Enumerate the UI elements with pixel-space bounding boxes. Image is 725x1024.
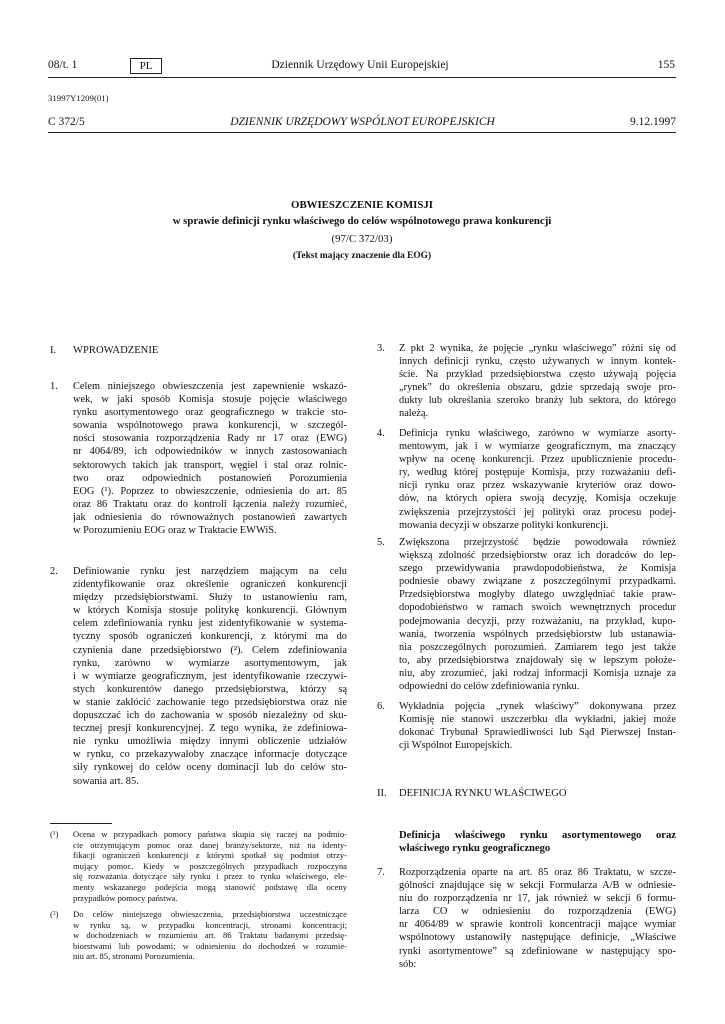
footnote-1 bbox=[73, 829, 347, 903]
paragraph-line: wania, tworzenia wspólnych przedsiębiorstw lub ustanawia- bbox=[399, 628, 676, 640]
language-badge: PL bbox=[130, 58, 162, 74]
paragraph-line: wspólnotowy ustanowiły następujące definicje, „Właściwe bbox=[399, 932, 676, 944]
footnote-line: się rozważania dotyczące siły rynku i przez to rynku właściwego, ele- bbox=[73, 871, 347, 882]
paragraph-line: nicji rynku oraz przez wskazywanie kryteriów oraz dowo- bbox=[399, 480, 676, 492]
paragraph-line: dopodobieństwo w ramach swoich wewnętrznych procedur bbox=[399, 602, 676, 614]
publication-date: 9.12.1997 bbox=[630, 116, 676, 128]
paragraph-line: niu do rozporządzenia nr 17, jak również w sekcji 6 formu- bbox=[399, 893, 676, 905]
paragraph-line: odpowiedni do celów zdefiniowania rynku. bbox=[399, 681, 580, 693]
paragraph-7 bbox=[399, 866, 676, 971]
footnote-line: w dochodzeniach w rozumieniu art. 86 Traktatu badanymi przedsię- bbox=[73, 930, 347, 941]
paragraph-1 bbox=[73, 380, 347, 537]
paragraph-line: w stanie zakłócić zachowanie tego przedsiębiorstwa oraz nie bbox=[73, 696, 347, 708]
paragraph-line: Rozporządzenia oparte na art. 85 oraz 86 Traktatu, w szcze- bbox=[399, 867, 676, 878]
footnote-line: menty wskazanego podejścia mogą stanowić podstawę dla oceny bbox=[73, 881, 347, 892]
paragraph-line: two oraz odpowiednich postanowień Porozumienia bbox=[73, 472, 347, 484]
paragraph-line: gólności znajdujące się w sekcji Formularza A/B w odniesie- bbox=[399, 880, 676, 892]
footnote-line: mujący pomoc. Kiedy w poszczególnych przypadkach rozpoczyna bbox=[73, 860, 347, 871]
paragraph-line: i w wymiarze geograficznym, jest identyfikowanie rzeczywi- bbox=[73, 670, 347, 682]
paragraph-line: nr 4064/89 w sprawie kontroli koncentracji mające wymiar bbox=[399, 919, 676, 931]
paragraph-line: celem zdefiniowania rynku jest zidentyfikowanie w systema- bbox=[73, 618, 347, 630]
section-heading-relevant-market: DEFINICJA RYNKU WŁAŚCIWEGO bbox=[399, 788, 567, 799]
paragraph-line: Z pkt 2 wynika, że pojęcie „rynku właściwego” różni się od bbox=[399, 343, 676, 354]
paragraph-5 bbox=[399, 536, 676, 693]
paragraph-line: sektorowych takich jak transport, węgiel i stal oraz rolnic- bbox=[73, 459, 347, 471]
paragraph-line: podejmowania decyzji, przy rozważaniu, na przykład, kupo- bbox=[399, 615, 676, 627]
paragraph-line: niu, aby zrozumieć, jaki rodzaj informacji Komisja uznaje za bbox=[399, 667, 676, 679]
heading-line: Definicja właściwego rynku asortymentowego oraz bbox=[399, 830, 676, 841]
paragraph-line: mowania decyzji w obszarze polityki konkurencji. bbox=[399, 519, 609, 531]
footnote-line: cie otrzymującym pomoc oraz danej branży/sektorze, niż na identy- bbox=[73, 839, 347, 850]
volume-label: 08/t. 1 bbox=[48, 59, 78, 71]
paragraph-number-1: 1. bbox=[50, 381, 58, 392]
original-journal-title: DZIENNIK URZĘDOWY WSPÓLNOT EUROPEJSKICH bbox=[230, 116, 495, 128]
paragraph-line: wpływ na ocenę konkurencji. Przez upublicznienie procedu- bbox=[399, 454, 676, 466]
footnote-line: przypadków pomocy państwa. bbox=[73, 892, 178, 903]
paragraph-line: rynku asortymentowego oraz geograficznego w trakcie sto- bbox=[73, 407, 347, 419]
paragraph-line: czynienia dane przedsiębiorstwo (²). Celem zdefiniowania bbox=[73, 644, 347, 656]
section-number-1: I. bbox=[50, 345, 57, 356]
paragraph-line: w rynku, co przekazywałoby znaczące informacje dotyczące bbox=[73, 749, 347, 761]
footnote-separator bbox=[50, 823, 112, 824]
paragraph-line: większą zdolność przedsiębiorstw oraz ich doradców do lep- bbox=[399, 550, 676, 562]
eea-relevance: (Tekst mający znaczenie dla EOG) bbox=[292, 251, 432, 261]
paragraph-line: Przedsiębiorstwa mogłyby dlatego uwzględniać takie praw- bbox=[399, 589, 676, 601]
paragraph-line: innych definicji rynku, często używanych w innym kontek- bbox=[399, 356, 676, 368]
notice-subtitle: w sprawie definicji rynku właściwego do celów wspólnotowego prawa konkurencji bbox=[172, 215, 552, 227]
heading-line: właściwego rynku geograficznego bbox=[399, 843, 551, 855]
paragraph-4 bbox=[399, 427, 676, 532]
notice-reference: (97/C 372/03) bbox=[331, 233, 393, 245]
paragraph-line: „rynek” do określenia obszaru, gdzie sprzedają swoje pro- bbox=[399, 382, 676, 394]
journal-title: Dziennik Urzędowy Unii Europejskiej bbox=[271, 59, 449, 71]
paragraph-line: nia poszczególnych porozumień. Zamiarem tego jest także bbox=[399, 641, 676, 653]
paragraph-line: należą. bbox=[399, 408, 429, 420]
section-number-2: II. bbox=[377, 788, 387, 799]
section-heading-introduction: WPROWADZENIE bbox=[73, 345, 159, 356]
paragraph-line: Definicja rynku właściwego, zarówno w wymiarze asorty- bbox=[399, 428, 676, 439]
paragraph-number-3: 3. bbox=[377, 343, 385, 354]
paragraph-number-6: 6. bbox=[377, 701, 385, 712]
paragraph-line: dopuszczać ich do zachowania w sposób niezależny od sku- bbox=[73, 710, 347, 722]
paragraph-line: rynku, zarówno w wymiarze asortymentowym, jak bbox=[73, 657, 347, 669]
paragraph-line: sób: bbox=[399, 958, 417, 970]
paragraph-2 bbox=[73, 565, 347, 788]
paragraph-line: między przedsiębiorstwami. Służy to ustanowieniu ram, bbox=[73, 592, 347, 604]
page-number: 155 bbox=[657, 59, 675, 71]
subsection-heading bbox=[399, 829, 676, 856]
footnote-number-2: (²) bbox=[50, 909, 59, 919]
paragraph-line: mentowym, jak i w wymiarze geograficznym, ma znaczący bbox=[399, 441, 676, 453]
paragraph-line: dukty lub określania szeroko branży lub sektora, do którego bbox=[399, 395, 676, 407]
footnote-line: niu art. 85, stronami Porozumienia. bbox=[73, 951, 195, 962]
paragraph-line: ności stosowania rozporządzenia Rady nr 17 oraz (EWG) bbox=[73, 433, 347, 445]
footnote-line: w rynku są, w przypadku koncentracji, stronami koncentracji; bbox=[73, 919, 347, 930]
paragraph-3 bbox=[399, 342, 676, 421]
paragraph-line: wek, w jaki sposób Komisja stosuje pojęcie właściwego bbox=[73, 394, 347, 406]
paragraph-line: sowania art. 85. bbox=[73, 775, 139, 787]
paragraph-line: to, aby przedsiębiorstwa znajdowały się w lepszym położe- bbox=[399, 654, 676, 666]
paragraph-line: w których Komisja stosuje politykę konkurencji. Głównym bbox=[73, 605, 347, 617]
paragraph-line: ście. Na przykład przedsiębiorstwa często używają pojęcia bbox=[399, 369, 676, 381]
paragraph-number-5: 5. bbox=[377, 537, 385, 548]
subheader-rule bbox=[48, 132, 676, 133]
footnote-line: Do celów niniejszego obwieszczenia, przedsiębiorstwa uczestniczące bbox=[73, 909, 347, 919]
paragraph-line: larza CO w odniesieniu do rozporządzenia (EWG) bbox=[399, 906, 676, 918]
paragraph-line: Zwiększona przejrzystość będzie powodowała również bbox=[399, 537, 676, 548]
paragraph-line: jak odniesienia do równoważnych postanowień zawartych bbox=[73, 511, 347, 523]
paragraph-line: Komisję nie stanowi uszczerbku dla wykładni, jakiej może bbox=[399, 714, 676, 726]
footnote-line: Ocena w przypadkach pomocy państwa skupia się raczej na podmio- bbox=[73, 829, 347, 839]
paragraph-number-7: 7. bbox=[377, 867, 385, 878]
paragraph-line: siły rynkowej do celów oceny dominacji lub do celów sto- bbox=[73, 762, 347, 774]
paragraph-line: w Porozumieniu EOG oraz w Traktacie EWWiS. bbox=[73, 525, 277, 537]
footnote-2 bbox=[73, 909, 347, 962]
paragraph-6 bbox=[399, 700, 676, 752]
paragraph-line: oraz 86 Traktatu oraz do kontroli łączenia należy rozumieć, bbox=[73, 498, 347, 510]
paragraph-line: dokonać Trybunał Sprawiedliwości lub Sąd Pierwszej Instan- bbox=[399, 727, 676, 739]
paragraph-line: tyczny sposób ograniczeń konkurencji, z którymi ma do bbox=[73, 631, 347, 643]
paragraph-line: dów, na których opiera swoją decyzję, Komisja oczekuje bbox=[399, 493, 676, 505]
paragraph-line: podniesie obawy związane z poszczególnymi przypadkami. bbox=[399, 576, 676, 588]
notice-title: OBWIESZCZENIE KOMISJI bbox=[291, 199, 433, 211]
paragraph-line: Wykładnia pojęcia „rynek właściwy” dokonywana przez bbox=[399, 701, 676, 712]
paragraph-line: szego przewidywania prawdopodobieństwa, że Komisja bbox=[399, 563, 676, 575]
paragraph-line: stych konkurentów danego przedsiębiorstwa, którzy są bbox=[73, 683, 347, 695]
footnote-line: fikacji ograniczeń konkurencji z którymi spotkał się podmiot otrzy- bbox=[73, 850, 347, 861]
paragraph-line: rynki asortymentowe” są zdefiniowane w następujący spo- bbox=[399, 945, 676, 957]
paragraph-line: tecznej presji konkurencyjnej. Z tego wynika, że zdefiniowa- bbox=[73, 723, 347, 735]
paragraph-number-4: 4. bbox=[377, 428, 385, 439]
paragraph-line: Celem niniejszego obwieszczenia jest zapewnienie wskazó- bbox=[73, 381, 347, 392]
paragraph-line: EOG (¹). Poprzez to obwieszczenie, odniesienia do art. 85 bbox=[73, 485, 347, 497]
paragraph-line: zidentyfikowanie oraz określenie ograniczeń konkurencji bbox=[73, 579, 347, 591]
footnote-number-1: (¹) bbox=[50, 829, 59, 839]
paragraph-line: nie rynku umożliwia między innymi obliczenie udziałów bbox=[73, 736, 347, 748]
header-rule bbox=[48, 77, 676, 78]
celex-number: 31997Y1209(01) bbox=[48, 93, 109, 103]
footnote-line: biorstwami lub powodami; w odniesieniu do dochodzeń w rozumie- bbox=[73, 940, 347, 951]
series-reference: C 372/5 bbox=[48, 116, 85, 128]
paragraph-line: cji Wspólnot Europejskich. bbox=[399, 740, 513, 752]
paragraph-number-2: 2. bbox=[50, 566, 58, 577]
paragraph-line: zwiększenia przejrzystości jej polityki oraz procesu podej- bbox=[399, 506, 676, 518]
paragraph-line: sowania wspólnotowego prawa konkurencji, w szczegól- bbox=[73, 420, 347, 432]
paragraph-line: ry, według której postępuje Komisja, przy rozważaniu defi- bbox=[399, 467, 676, 479]
paragraph-line: nr 4064/89, ich odpowiedników w innych zastosowaniach bbox=[73, 446, 347, 458]
paragraph-line: Definiowanie rynku jest narzędziem mającym na celu bbox=[73, 566, 347, 577]
